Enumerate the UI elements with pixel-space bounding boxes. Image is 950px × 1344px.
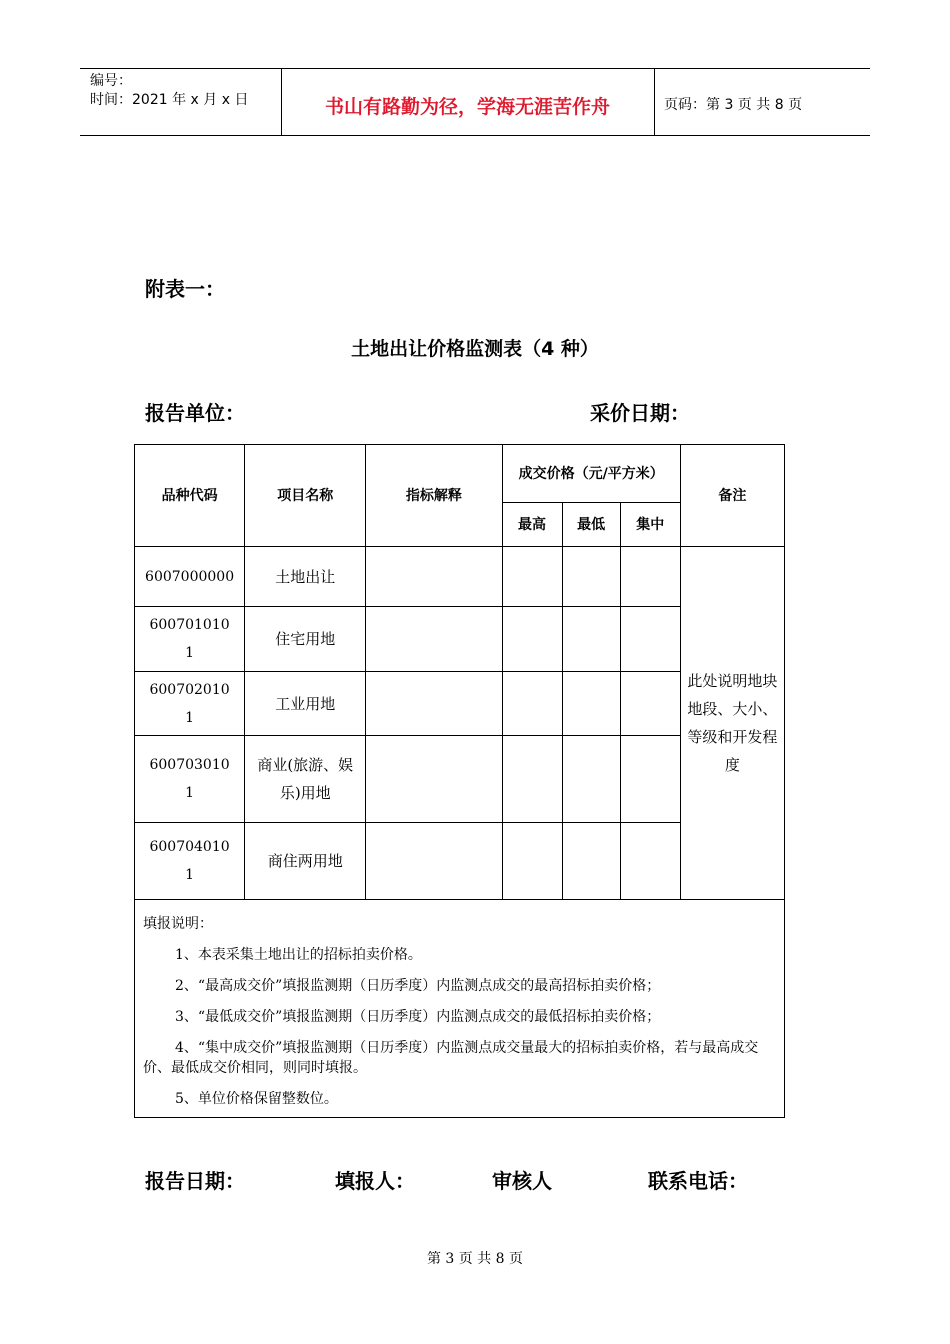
row-central: [620, 607, 680, 672]
row-explain: [366, 736, 502, 823]
row-code: 6007040101: [135, 823, 245, 900]
header-name: 项目名称: [245, 445, 366, 547]
header-bottom-rule: [80, 135, 870, 136]
header-code: 品种代码: [135, 445, 245, 547]
report-unit-label: 报告单位：: [145, 401, 245, 425]
serial-label: 编号：: [90, 73, 132, 89]
header-price-group: 成交价格（元/平方米）: [502, 445, 680, 503]
header-lowest: 最低: [562, 503, 620, 547]
header-central: 集中: [620, 503, 680, 547]
row-lowest: [562, 672, 620, 736]
row-highest: [502, 736, 562, 823]
row-name: 住宅用地: [245, 607, 366, 672]
notes-title: 填报说明：: [143, 916, 213, 932]
header-motto: 书山有路勤为径，学海无涯苦作舟: [324, 96, 610, 118]
row-central: [620, 736, 680, 823]
price-monitoring-table: [134, 444, 785, 1118]
notes-cell: [135, 900, 785, 1118]
header-page-label: 页码：第 3 页 共 8 页: [664, 97, 803, 113]
row-highest: [502, 672, 562, 736]
header-highest: 最高: [502, 503, 562, 547]
row-central: [620, 823, 680, 900]
table-title: 土地出让价格监测表（4 种）: [351, 338, 599, 360]
row-name: 工业用地: [245, 672, 366, 736]
time-label: 时间：2021 年 x 月 x 日: [90, 92, 249, 108]
row-lowest: [562, 607, 620, 672]
row-highest: [502, 823, 562, 900]
note-item: 5、单位价格保留整数位。: [175, 1091, 338, 1107]
row-lowest: [562, 736, 620, 823]
header-explain: 指标解释: [366, 445, 502, 547]
note-item: 4、“集中成交价”填报监测期（日历季度）内监测点成交量最大的招标拍卖价格，若与最高成交价、最低成交价相同，则同时填报。: [143, 1040, 759, 1076]
row-code: 6007010101: [135, 607, 245, 672]
row-code: 6007000000: [135, 547, 245, 607]
phone-label: 联系电话：: [648, 1169, 748, 1193]
row-explain: [366, 672, 502, 736]
row-code: 6007020101: [135, 672, 245, 736]
remark-cell: 此处说明地块地段、大小、等级和开发程度: [680, 547, 784, 900]
row-name: 商业(旅游、娱乐)用地: [245, 736, 366, 823]
note-item: 2、“最高成交价”填报监测期（日历季度）内监测点成交的最高招标拍卖价格；: [175, 978, 661, 994]
reviewer-label: 审核人: [492, 1169, 552, 1193]
header-divider-right: [654, 68, 655, 136]
note-item: 3、“最低成交价”填报监测期（日历季度）内监测点成交的最低招标拍卖价格；: [175, 1009, 661, 1025]
row-code: 6007030101: [135, 736, 245, 823]
header-top-rule: [80, 68, 870, 69]
annex-title: 附表一：: [145, 277, 225, 301]
report-date-label: 报告日期：: [145, 1169, 245, 1193]
row-lowest: [562, 823, 620, 900]
row-explain: [366, 547, 502, 607]
page-footer: 第 3 页 共 8 页: [426, 1251, 524, 1267]
notes-row: [135, 900, 785, 1118]
row-central: [620, 547, 680, 607]
row-lowest: [562, 547, 620, 607]
header-remark: 备注: [680, 445, 784, 547]
row-highest: [502, 607, 562, 672]
filler-label: 填报人：: [335, 1169, 415, 1193]
price-date-label: 采价日期：: [590, 401, 690, 425]
row-explain: [366, 823, 502, 900]
row-name: 土地出让: [245, 547, 366, 607]
row-highest: [502, 547, 562, 607]
row-central: [620, 672, 680, 736]
table-row: [135, 547, 785, 607]
row-name: 商住两用地: [245, 823, 366, 900]
row-explain: [366, 607, 502, 672]
header-left: [90, 72, 248, 110]
note-item: 1、本表采集土地出让的招标拍卖价格。: [175, 947, 422, 963]
